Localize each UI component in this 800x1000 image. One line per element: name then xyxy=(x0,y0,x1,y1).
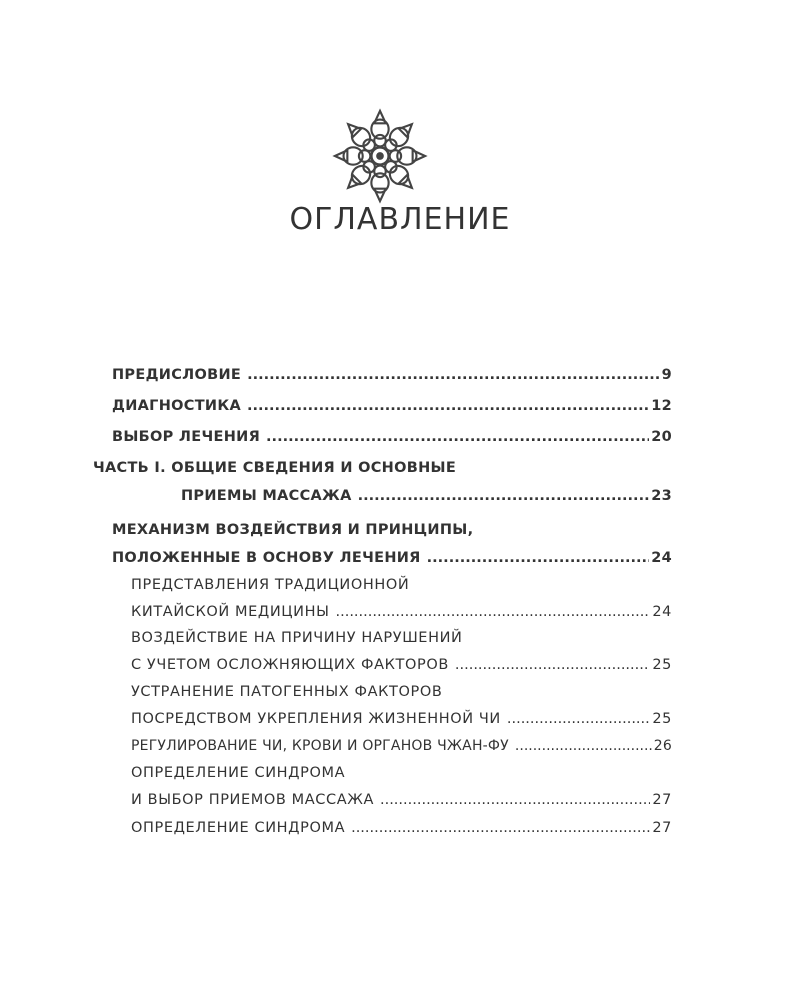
toc-page-number: 23 xyxy=(651,488,672,504)
toc-page-number: 25 xyxy=(652,657,672,673)
toc-leader xyxy=(247,364,659,386)
toc-leader xyxy=(507,708,650,730)
toc-item-pathogenic-line1[interactable] xyxy=(131,681,672,703)
toc-label: КИТАЙСКОЙ МЕДИЦИНЫ xyxy=(131,604,330,620)
toc-label: ПОЛОЖЕННЫЕ В ОСНОВУ ЛЕЧЕНИЯ xyxy=(112,550,421,566)
toc-page-number: 27 xyxy=(652,820,672,836)
toc-label: ДИАГНОСТИКА xyxy=(112,398,242,414)
toc-page-number: 24 xyxy=(651,550,672,566)
toc-item-mechanism-line1[interactable] xyxy=(112,519,672,541)
toc-label: ПРЕДИСЛОВИЕ xyxy=(112,367,242,383)
toc-item-syndrome-choice[interactable] xyxy=(131,789,672,811)
toc-item-part1-line1[interactable] xyxy=(93,457,673,479)
toc-leader xyxy=(336,601,651,623)
toc-page-number: 24 xyxy=(652,604,672,620)
toc-item-pathogenic[interactable] xyxy=(131,708,672,730)
toc-page-number: 26 xyxy=(653,738,672,754)
toc-label: ВОЗДЕЙСТВИЕ НА ПРИЧИНУ НАРУШЕНИЙ xyxy=(131,630,463,646)
toc-item-tcm[interactable] xyxy=(131,601,672,623)
toc-item-diagnostics[interactable] xyxy=(112,395,672,417)
toc-page-number: 9 xyxy=(661,367,672,383)
page-title: ОГЛАВЛЕНИЕ xyxy=(289,202,511,237)
toc-leader xyxy=(380,789,650,811)
toc-leader xyxy=(427,547,650,569)
toc-item-cause-line1[interactable] xyxy=(131,627,672,649)
toc-item-syndrome[interactable] xyxy=(131,817,672,839)
toc-leader xyxy=(455,654,650,676)
toc-label: ОПРЕДЕЛЕНИЕ СИНДРОМА xyxy=(131,820,346,836)
toc-label: УСТРАНЕНИЕ ПАТОГЕННЫХ ФАКТОРОВ xyxy=(131,684,443,700)
toc-item-syndrome-choice-line1[interactable] xyxy=(131,762,672,784)
toc-page-number: 25 xyxy=(652,711,672,727)
toc-label: ПРИЕМЫ МАССАЖА xyxy=(181,488,352,504)
toc-item-mechanism[interactable] xyxy=(112,547,672,569)
toc-page-number: 20 xyxy=(651,429,672,445)
toc-leader xyxy=(266,426,649,448)
toc-item-preface[interactable] xyxy=(112,364,672,386)
toc-label: МЕХАНИЗМ ВОЗДЕЙСТВИЯ И ПРИНЦИПЫ, xyxy=(112,522,474,538)
toc-label: ПОСРЕДСТВОМ УКРЕПЛЕНИЯ ЖИЗНЕННОЙ ЧИ xyxy=(131,711,501,727)
toc-item-treatment-choice[interactable] xyxy=(112,426,672,448)
toc-label: И ВЫБОР ПРИЕМОВ МАССАЖА xyxy=(131,792,374,808)
toc-label: ВЫБОР ЛЕЧЕНИЯ xyxy=(112,429,261,445)
toc-page-number: 27 xyxy=(652,792,672,808)
toc-leader xyxy=(247,395,649,417)
toc-leader xyxy=(351,817,650,839)
toc-item-cause[interactable] xyxy=(131,654,672,676)
toc-item-tcm-line1[interactable] xyxy=(131,574,672,596)
toc-label: ОПРЕДЕЛЕНИЕ СИНДРОМА xyxy=(131,765,346,781)
toc-label: ПРЕДСТАВЛЕНИЯ ТРАДИЦИОННОЙ xyxy=(131,577,410,593)
toc-item-part1[interactable] xyxy=(181,485,672,507)
toc-label: РЕГУЛИРОВАНИЕ ЧИ, КРОВИ И ОРГАНОВ ЧЖАН-ФУ xyxy=(131,738,509,754)
toc-label: ЧАСТЬ I. ОБЩИЕ СВЕДЕНИЯ И ОСНОВНЫЕ xyxy=(93,460,457,476)
toc-page-number: 12 xyxy=(651,398,672,414)
toc-leader xyxy=(515,735,652,757)
toc-label: С УЧЕТОМ ОСЛОЖНЯЮЩИХ ФАКТОРОВ xyxy=(131,657,449,673)
toc-leader xyxy=(358,485,650,507)
toc-item-regulation[interactable] xyxy=(131,735,672,757)
